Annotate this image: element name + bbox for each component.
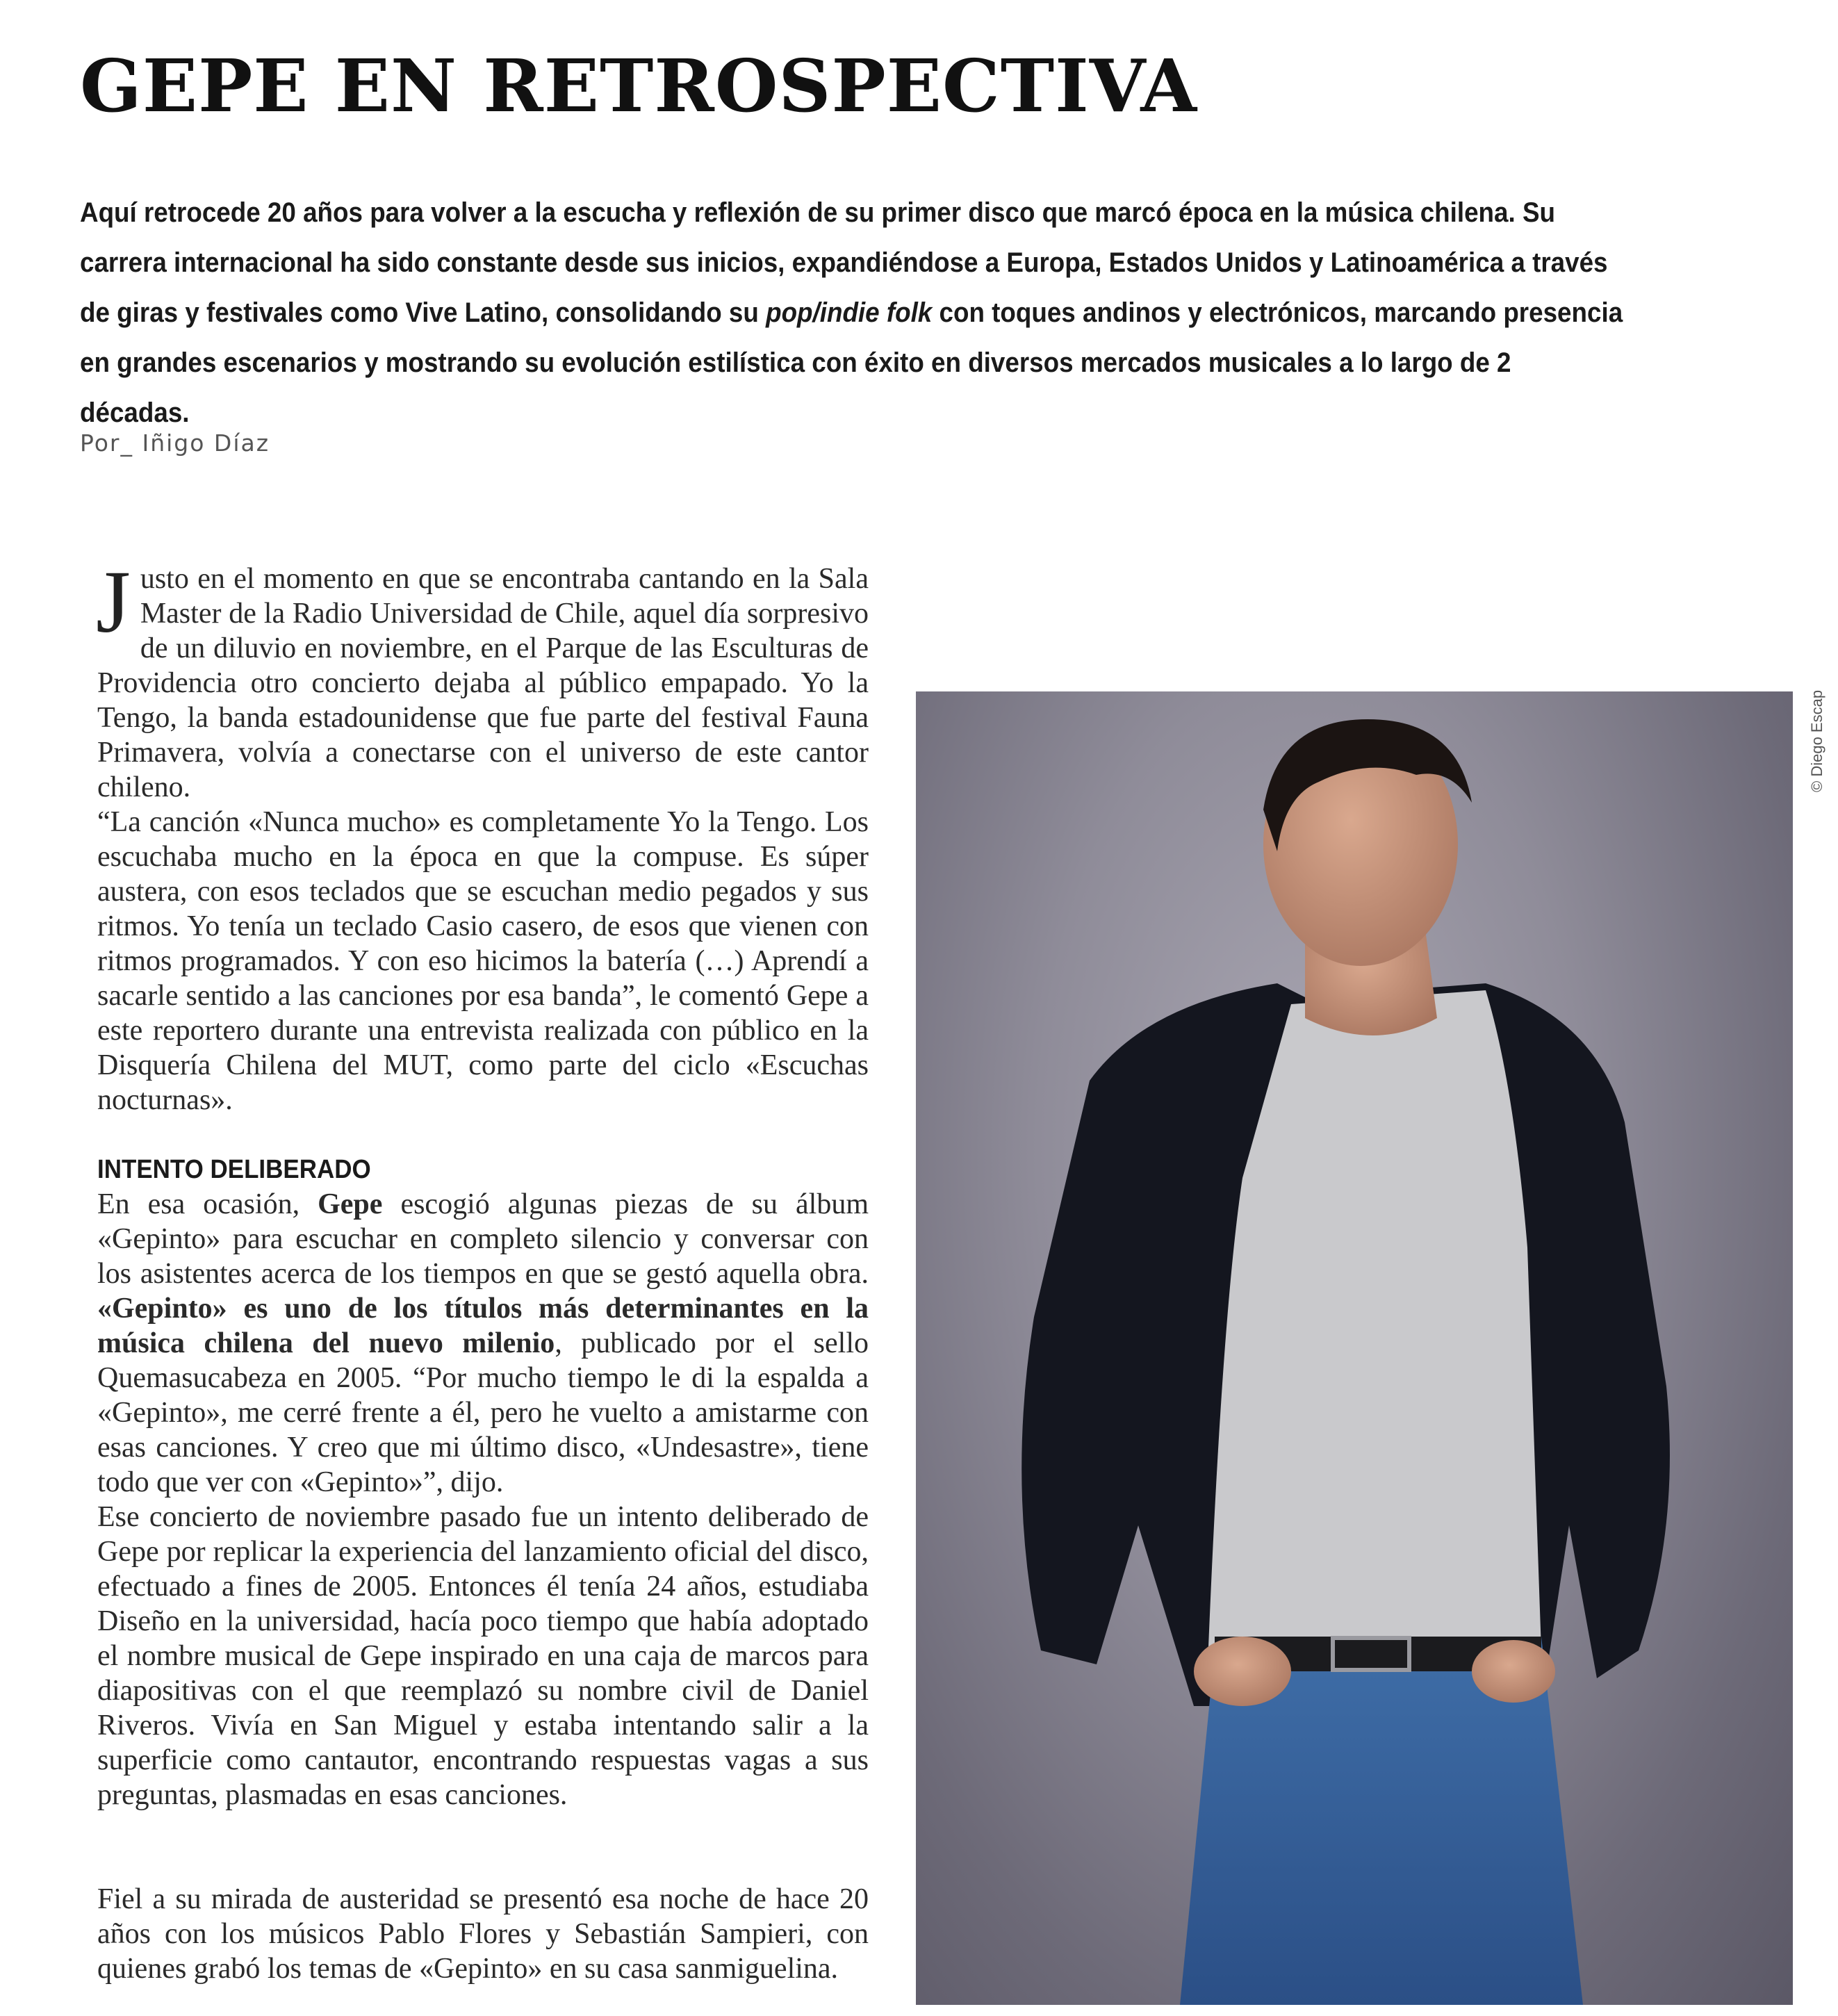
- paragraph-text: , publicado por el sello Quemasucabeza en 2005. “Por mucho tiempo le di la espalda a «Gepinto», me cerré frente a él, pero he vuelto a amistarme con esas canciones. Y creo que mi último disco, «Undesastre», tiene todo que ver con «Gepinto»”, dijo.: [97, 1327, 869, 1498]
- paragraph-spacer: [97, 1812, 869, 1882]
- article-lede: [80, 188, 1627, 438]
- paragraph-gepinto: [97, 1187, 869, 1500]
- paragraph-text: En esa ocasión,: [97, 1188, 318, 1220]
- paragraph-concert: Ese concierto de noviembre pasado fue un intento deliberado de Gepe por replicar la experiencia del lanzamiento oficial del disco, efectuado a fines de 2005. Entonces él tenía 24 años, estudiaba Diseño en la universidad, hacía poco tiempo que había adoptado el nombre musical de Gepe inspirado en una caja de marcos para diapositivas con el que reemplazó su nombre civil de Daniel Riveros. Vivía en San Miguel y estaba intentando salir a la superficie como cantautor, encontrando respuestas vagas a sus preguntas, plasmadas en esas canciones.: [97, 1501, 869, 1811]
- portrait-illustration: [916, 691, 1793, 2005]
- drop-cap: J: [96, 552, 131, 651]
- lede-italic-genre: pop/indie folk: [766, 297, 933, 328]
- photo-credit: © Diego Escap: [1808, 689, 1825, 792]
- byline: Por_ Iñigo Díaz: [80, 429, 270, 457]
- paragraph-intro: [96, 552, 869, 805]
- lede-text-end: con toques andinos y electrónicos, marcando presencia en grandes escenarios y mostrando su evolución estilística con éxito en diversos mercados musicales a lo largo de 2 décadas.: [80, 297, 1623, 428]
- artist-portrait-photo: [916, 691, 1793, 2005]
- article-title: GEPE EN RETROSPECTIVA: [80, 43, 1198, 129]
- bold-highlight: «Gepinto» es uno de los títulos más determinantes en la música chilena del nuevo milenio: [97, 1293, 869, 1359]
- paragraph-closing: Fiel a su mirada de austeridad se presentó esa noche de hace 20 años con los músicos Pablo Flores y Sebastián Sampieri, con quienes grabó los temas de «Gepinto» en su casa sanmiguelina.: [97, 1883, 869, 1985]
- paragraph-intro-text: usto en el momento en que se encontraba cantando en la Sala Master de la Radio Universidad de Chile, aquel día sorpresivo de un diluvio en noviembre, en el Parque de las Esculturas de Providencia otro concierto dejaba al público empapado. Yo la Tengo, la banda estadounidense que fue parte del festival Fauna Primavera, volvía a conectarse con el universo de este cantor chileno.: [97, 563, 869, 803]
- paragraph-text: escogió algunas piezas de su álbum «Gepinto» para escuchar en completo silencio y conversar con los asistentes acerca de los tiempos en que se gestó aquella obra.: [97, 1188, 869, 1290]
- section-subhead: INTENTO DELIBERADO: [97, 1155, 371, 1184]
- paragraph-quote: “La canción «Nunca mucho» es completamente Yo la Tengo. Los escuchaba mucho en la época en que la compuse. Es súper austera, con esos teclados que se escuchan medio pegados y sus ritmos. Yo tenía un teclado Casio casero, de esos que vienen con ritmos programados. Y con eso hicimos la batería (…) Aprendí a sacarle sentido a las canciones por esa banda”, le comentó Gepe a este reportero durante una entrevista realizada con público en la Disquería Chilena del MUT, como parte del ciclo «Escuchas nocturnas».: [97, 806, 869, 1116]
- bold-artist-name: Gepe: [318, 1188, 383, 1220]
- lede-text: Aquí retrocede 20 años para volver a la escucha y reflexión de su primer disco que marcó época en la música chilena. Su carrera internacional ha sido constante desde sus inicios, expandiéndose a Europa, Estados Unidos y Latinoamérica a través de giras y festivales como Vive Latino, consolidando su: [80, 197, 1608, 328]
- article-body: [96, 552, 869, 1986]
